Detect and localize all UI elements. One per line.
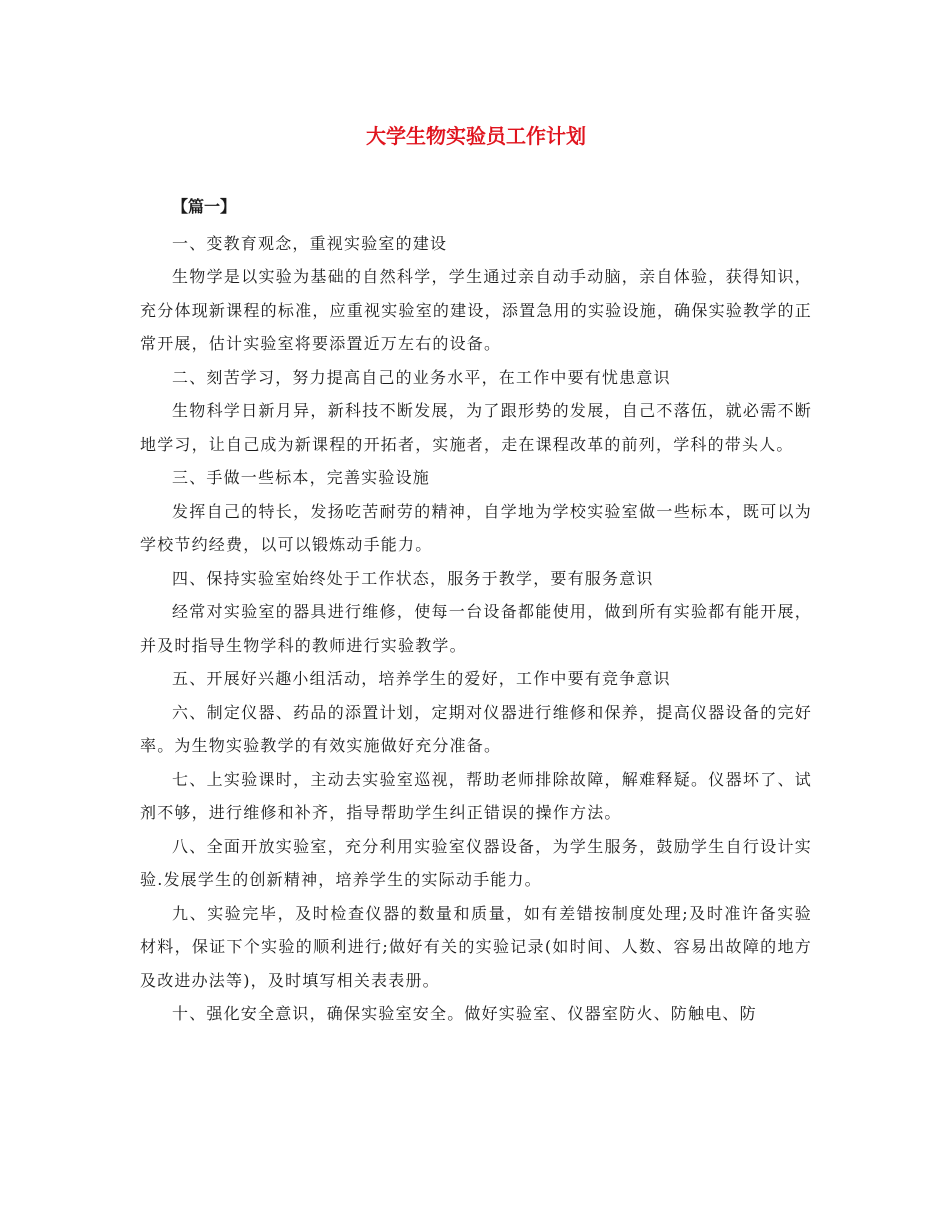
heading-2: 二、刻苦学习，努力提高自己的业务水平，在工作中要有忧患意识 [172, 367, 671, 387]
item-7: 七、上实验课时，主动去实验室巡视，帮助老师排除故障，解难释疑。仪器坏了、试剂不够，进行维修和补齐，指导帮助学生纠正错误的操作方法。 [140, 769, 812, 822]
item-6: 六、制定仪器、药品的添置计划，定期对仪器进行维修和保养，提高仪器设备的完好率。为生物实验教学的有效实施做好充分准备。 [140, 702, 812, 755]
heading-1: 一、变教育观念，重视实验室的建设 [172, 233, 448, 253]
section-label: 【篇一】 [172, 197, 237, 216]
item-5: 五、开展好兴趣小组活动，培养学生的爱好，工作中要有竞争意识 [172, 669, 671, 688]
heading-3: 三、手做一些标本，完善实验设施 [172, 468, 431, 487]
heading-4: 四、保持实验室始终处于工作状态，服务于教学，要有服务意识 [172, 568, 654, 588]
item-9: 九、实验完毕，及时检查仪器的数量和质量，如有差错按制度处理;及时准许备实验材料，保证下个实验的顺利进行;做好有关的实验记录(如时间、人数、容易出故障的地方及改进办法等)，及时填写相关表表册。 [140, 903, 812, 990]
paragraph-1: 生物学是以实验为基础的自然科学，学生通过亲自动手动脑，亲自体验，获得知识，充分体现新课程的标准，应重视实验室的建设，添置急用的实验设施，确保实验教学的正常开展，估计实验室将要添置近万左右的设备。 [140, 267, 812, 353]
item-8: 八、全面开放实验室，充分利用实验室仪器设备，为学生服务，鼓励学生自行设计实验.发展学生的创新精神，培养学生的实际动手能力。 [140, 836, 812, 889]
document-body [140, 193, 812, 1031]
item-10: 十、强化安全意识，确保实验室安全。做好实验室、仪器室防火、防触电、防 [172, 1004, 757, 1023]
paragraph-4: 经常对实验室的器具进行维修，使每一台设备都能使用，做到所有实验都有能开展，并及时指导生物学科的教师进行实验教学。 [140, 602, 812, 655]
paragraph-2: 生物科学日新月异，新科技不断发展，为了跟形势的发展，自己不落伍，就必需不断地学习，让自己成为新课程的开拓者，实施者，走在课程改革的前列，学科的带头人。 [140, 401, 812, 454]
document-title: 大学生物实验员工作计划 [366, 124, 586, 148]
paragraph-3: 发挥自己的特长，发扬吃苦耐劳的精神，自学地为学校实验室做一些标本，既可以为学校节约经费，以可以锻炼动手能力。 [140, 501, 812, 554]
